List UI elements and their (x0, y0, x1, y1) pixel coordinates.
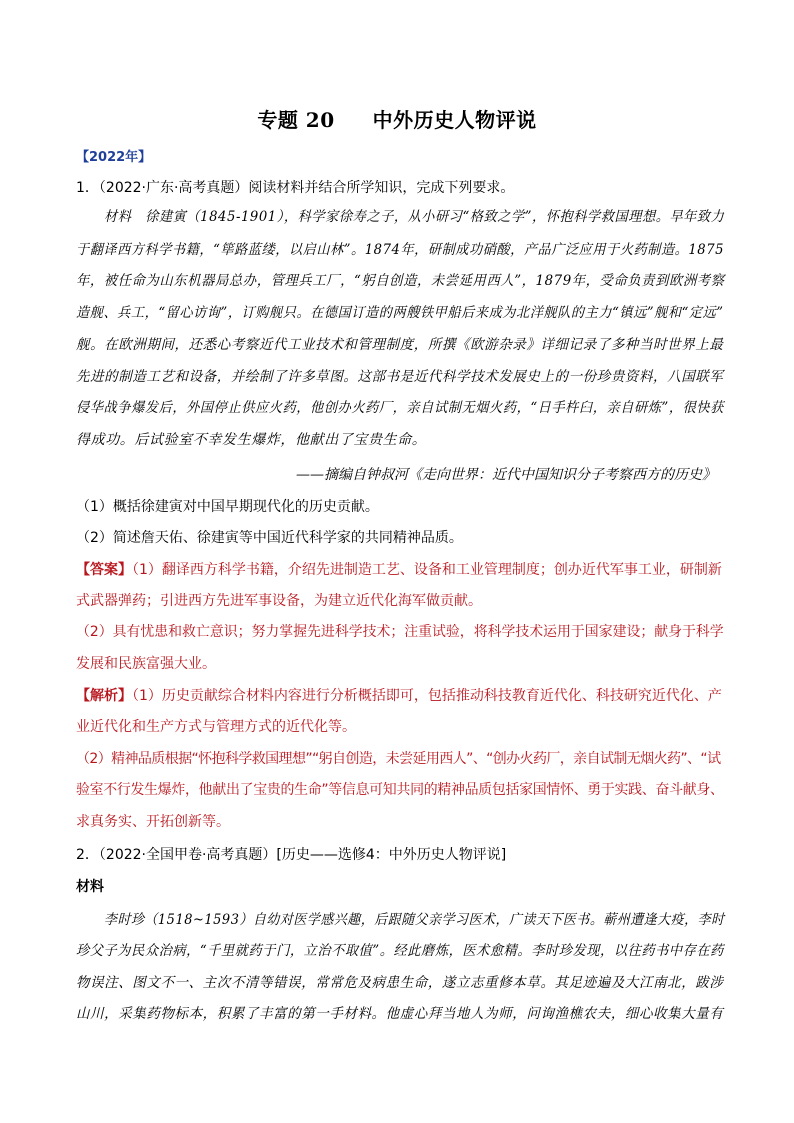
q1-analysis-line (76, 686, 722, 706)
q1-analysis-line: 验室不行发生爆炸，他献出了宝贵的生命”等信息可知共同的精神品质包括家国情怀、勇于实践、奋斗献身、 (76, 782, 724, 798)
q1-subquestion-2: （2）简述詹天佑、徐建寅等中国近代科学家的共同精神品质。 (76, 530, 463, 546)
q1-material-line: 造舰、兵工，“留心访询”，订购舰只。在德国订造的两艘铁甲船后来成为北洋舰队的主力“镇远”舰和“定远” (76, 305, 724, 321)
q1-material-line: 先进的制造工艺和设备，并绘制了许多草图。这部书是近代科学技术发展史上的一份珍贵资料，八国联军 (76, 369, 724, 385)
title-topic-name: 中外历史人物评说 (372, 108, 537, 132)
section-label: 【2022年】 (76, 150, 152, 165)
q1-answer-line: 式武器弹药；引进西方先进军事设备，为建立近代化海军做贡献。 (76, 593, 482, 609)
q1-material-line: 舰。在欧洲期间，还悉心考察近代工业技术和管理制度，所撰《欧游杂录》详细记录了多种当时世界上最 (76, 337, 724, 353)
q1-answer-line: 发展和民族富强大业。 (76, 656, 216, 672)
page-title (0, 104, 794, 133)
q1-material-line: 侵华战争爆发后，外国停止供应火药，他创办火药厂，亲自试制无烟火药，“日手杵臼，亲自研炼”，很快获 (76, 400, 724, 416)
q1-analysis-line: 业近代化和生产方式与管理方式的近代化等。 (76, 719, 356, 735)
q1-material-line: 材料 徐建寅（1845-1901），科学家徐寿之子，从小研习“格致之学”，怀抱科学救国理想。早年致力 (104, 209, 725, 225)
q1-material-line: 得成功。后试验室不幸发生爆炸，他献出了宝贵生命。 (76, 432, 427, 448)
q2-material-line: 李时珍（1518~1593）自幼对医学感兴趣，后跟随父亲学习医术，广读天下医书。蕲州遭逢大疫，李时 (104, 912, 725, 928)
q2-material-line: 山川，采集药物标本，积累了丰富的第一手材料。他虚心拜当地人为师，问询渔樵农夫，细心收集大量有 (76, 1006, 724, 1022)
q1-analysis-line: 求真务实、开拓创新等。 (76, 814, 230, 830)
q1-answer-line (76, 560, 722, 580)
q1-material-line: 于翻译西方科学书籍，“筚路蓝缕，以启山林”。1874年，研制成功硝酸，产品广泛应用于火药制造。1875 (76, 242, 725, 258)
q1-analysis-line: （2）精神品质根据“怀抱科学救国理想”“躬自创造，未尝延用西人”、“创办火药厂，亲自试制无烟火药”、“试 (76, 751, 721, 767)
q2-header: 2．（2022·全国甲卷·高考真题）[历史——选修4：中外历史人物评说] (76, 847, 507, 863)
q1-answer-line: （2）具有忧患和救亡意识；努力掌握先进科学技术；注重试验，将科学技术运用于国家建设；献身于科学 (76, 624, 724, 640)
answer-text: （1）翻译西方科学书籍，介绍先进制造工艺、设备和工业管理制度；创办近代军事工业，研制新 (132, 562, 722, 578)
analysis-text: （1）历史贡献综合材料内容进行分析概括即可，包括推动科技教育近代化、科技研究近代化、产 (132, 688, 722, 704)
analysis-label: 【解析】 (76, 688, 132, 704)
q2-material-label: 材料 (76, 879, 104, 895)
q1-header: 1．（2022·广东·高考真题）阅读材料并结合所学知识，完成下列要求。 (76, 180, 515, 196)
q2-material-line: 物误注、图文不一、主次不清等错误，常常危及病患生命，遂立志重修本草。其足迹遍及大江南北，跋涉 (76, 975, 724, 991)
q1-material-line: 年，被任命为山东机器局总办，管理兵工厂，“躬自创造，未尝延用西人”，1879年，受命负责到欧洲考察 (76, 273, 725, 289)
answer-label: 【答案】 (76, 562, 132, 578)
q2-material-line: 珍父子为民众治病，“千里就药于门，立治不取值”。经此磨炼，医术愈精。李时珍发现，以往药书中存在药 (76, 943, 724, 959)
title-topic-number: 专题 20 (257, 108, 335, 132)
q1-subquestion-1: （1）概括徐建寅对中国早期现代化的历史贡献。 (76, 499, 379, 515)
q1-source-citation: ——摘编自钟叔河《走向世界：近代中国知识分子考察西方的历史》 (296, 467, 716, 483)
